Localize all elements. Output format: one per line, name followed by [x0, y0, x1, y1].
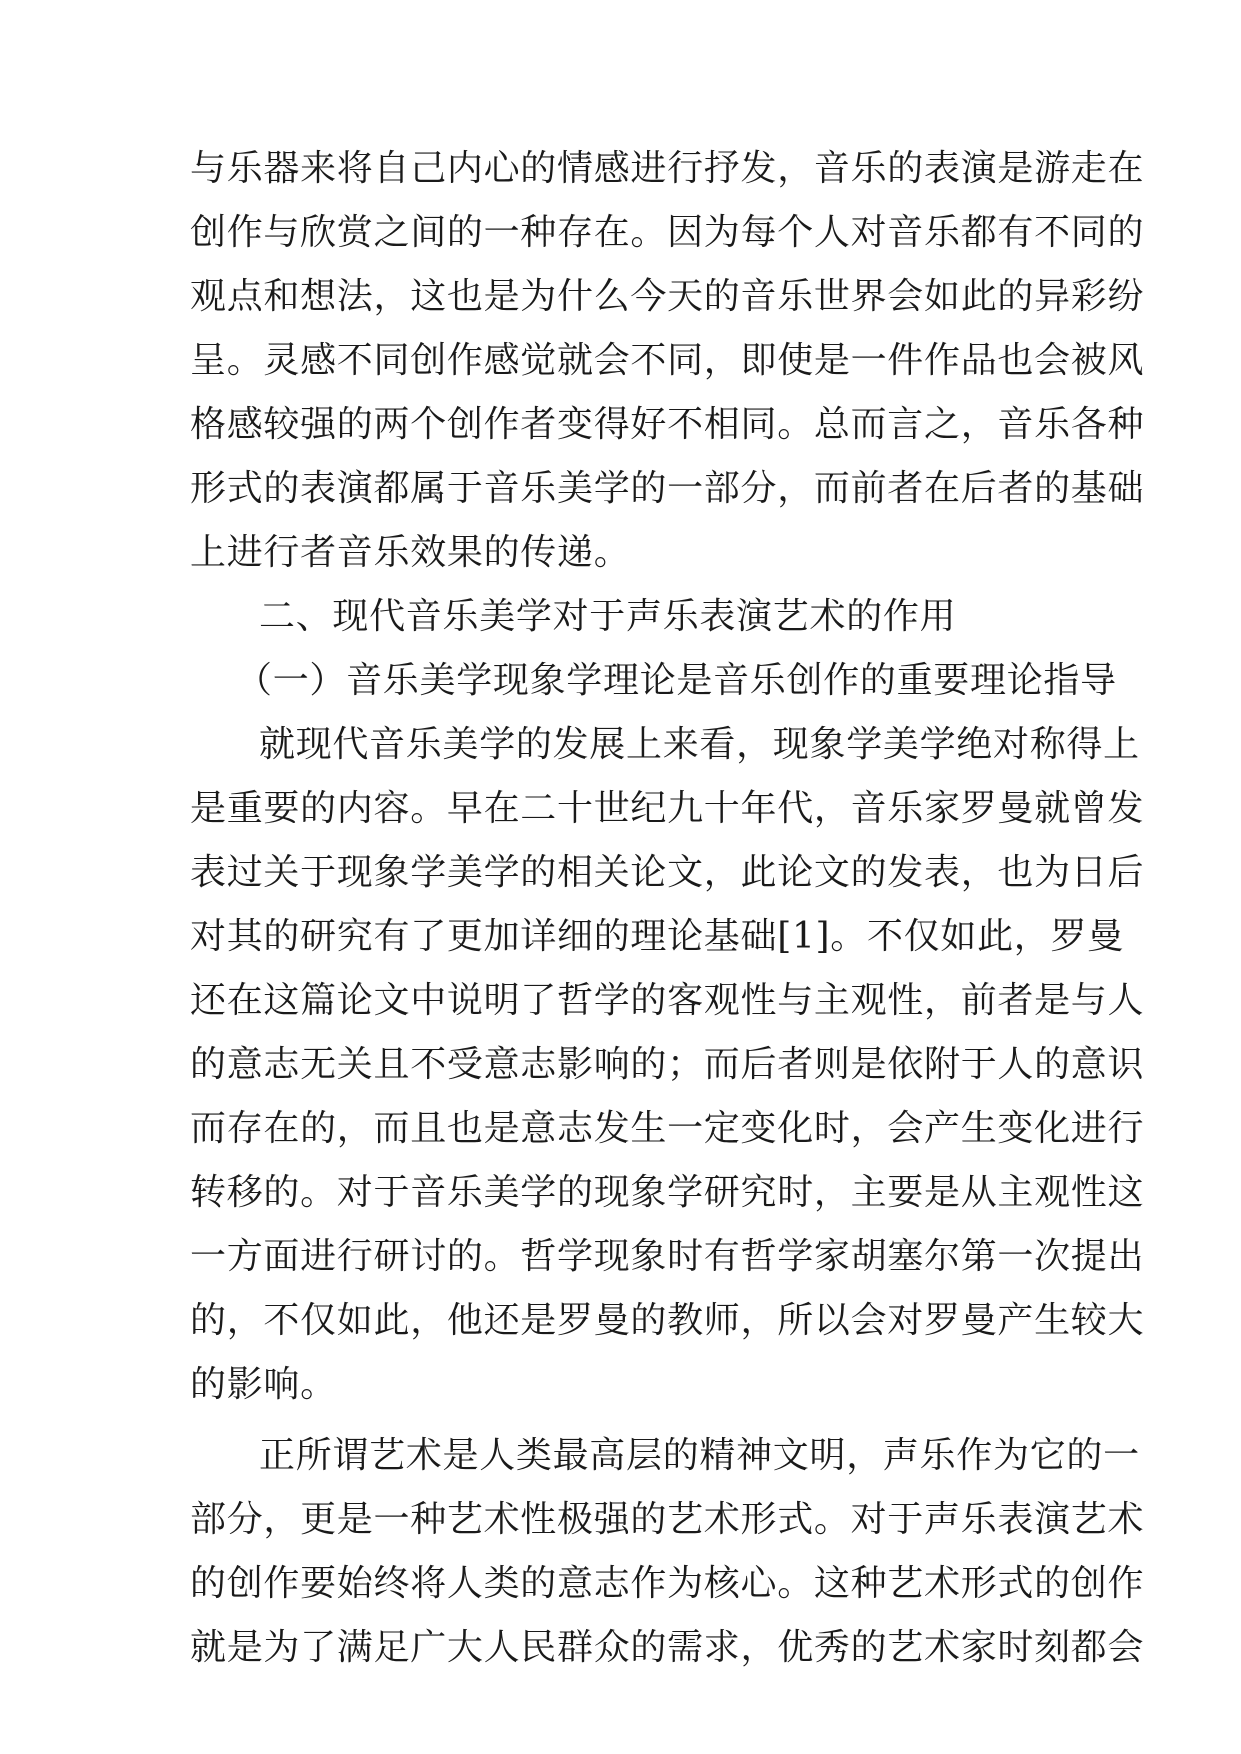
text-line: 格感较强的两个创作者变得好不相同。总而言之，音乐各种 — [190, 404, 1145, 445]
text-line: 而存在的，而且也是意志发生一定变化时，会产生变化进行 — [190, 1108, 1145, 1149]
paragraph-first-line: 正所谓艺术是人类最高层的精神文明，声乐作为它的一 — [259, 1435, 1140, 1476]
subsection-heading: （一）音乐美学现象学理论是音乐创作的重要理论指导 — [236, 660, 1117, 701]
text-line: 的，不仅如此，他还是罗曼的教师，所以会对罗曼产生较大 — [190, 1300, 1145, 1341]
text-line: 呈。灵感不同创作感觉就会不同，即使是一件作品也会被风 — [190, 340, 1145, 381]
text-line: 对其的研究有了更加详细的理论基础[1]。不仅如此，罗曼 — [190, 916, 1124, 957]
section-heading: 二、现代音乐美学对于声乐表演艺术的作用 — [259, 596, 957, 637]
text-line: 与乐器来将自己内心的情感进行抒发，音乐的表演是游走在 — [190, 148, 1145, 189]
text-line: 就是为了满足广大人民群众的需求，优秀的艺术家时刻都会 — [190, 1627, 1145, 1668]
text-line: 转移的。对于音乐美学的现象学研究时，主要是从主观性这 — [190, 1172, 1145, 1213]
text-line: 的影响。 — [190, 1364, 337, 1405]
text-line: 一方面进行研讨的。哲学现象时有哲学家胡塞尔第一次提出 — [190, 1236, 1145, 1277]
text-line: 形式的表演都属于音乐美学的一部分，而前者在后者的基础 — [190, 468, 1145, 509]
paragraph-first-line: 就现代音乐美学的发展上来看，现象学美学绝对称得上 — [259, 724, 1140, 765]
text-line: 还在这篇论文中说明了哲学的客观性与主观性，前者是与人 — [190, 980, 1145, 1021]
text-line: 的创作要始终将人类的意志作为核心。这种艺术形式的创作 — [190, 1563, 1145, 1604]
text-line: 部分，更是一种艺术性极强的艺术形式。对于声乐表演艺术 — [190, 1499, 1145, 1540]
text-line: 是重要的内容。早在二十世纪九十年代，音乐家罗曼就曾发 — [190, 788, 1145, 829]
text-line: 表过关于现象学美学的相关论文，此论文的发表，也为日后 — [190, 852, 1145, 893]
text-line: 上进行者音乐效果的传递。 — [190, 532, 631, 573]
text-line: 观点和想法，这也是为什么今天的音乐世界会如此的异彩纷 — [190, 276, 1145, 317]
text-line: 创作与欣赏之间的一种存在。因为每个人对音乐都有不同的 — [190, 212, 1145, 253]
text-line: 的意志无关且不受意志影响的；而后者则是依附于人的意识 — [190, 1044, 1145, 1085]
